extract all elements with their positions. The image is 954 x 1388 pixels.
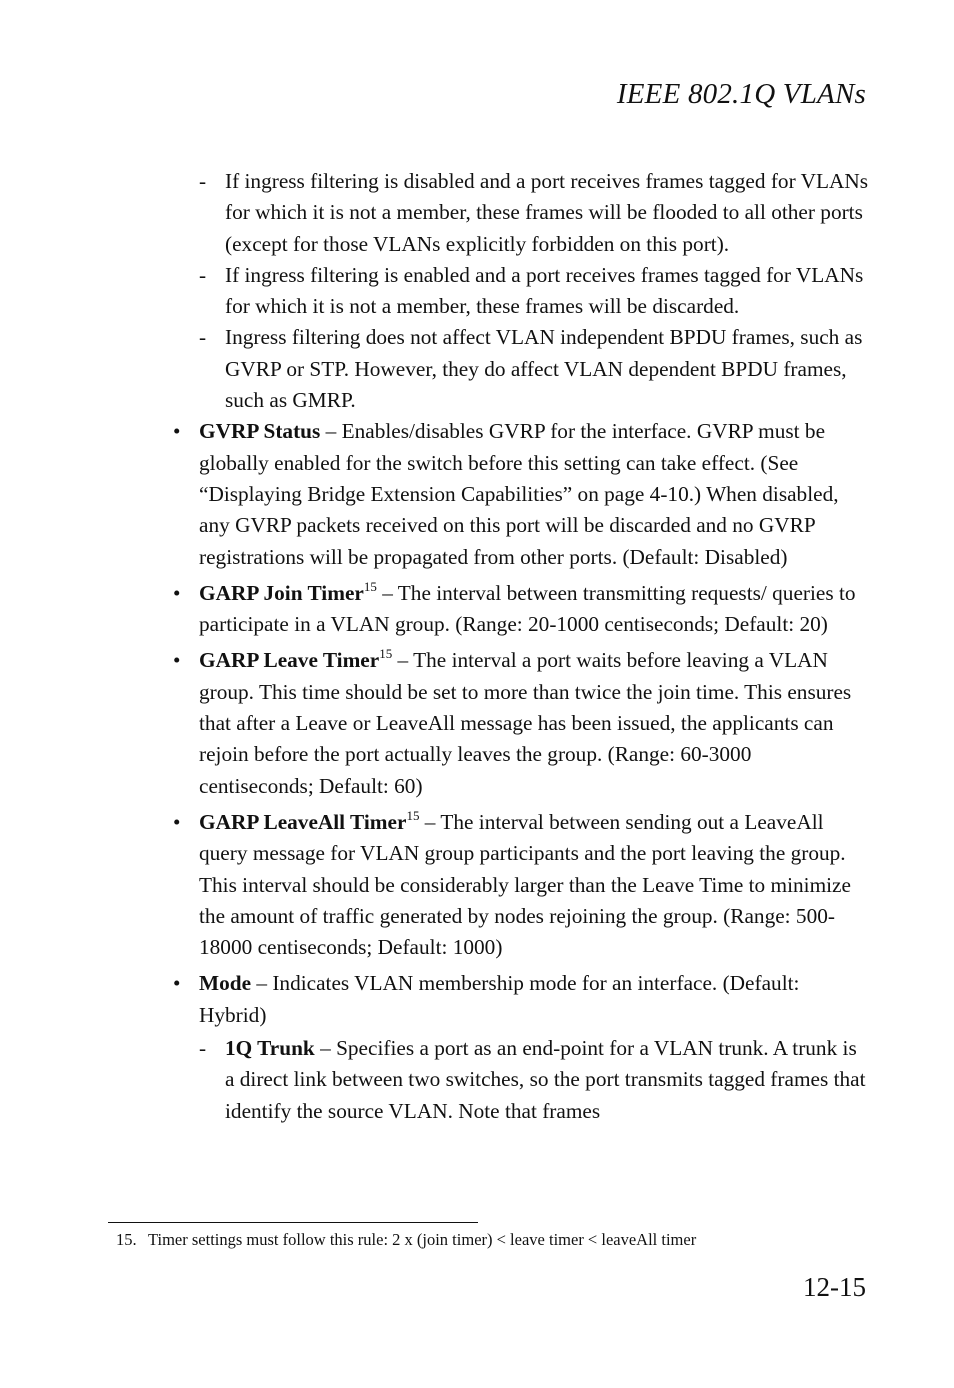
bullet-item-garp-leave-timer	[173, 645, 869, 801]
footnote-ref: 15	[406, 807, 420, 823]
footnote-divider	[108, 1222, 478, 1223]
term-garp-leaveall-timer: GARP LeaveAll Timer	[199, 809, 407, 834]
term-gvrp-status: GVRP Status	[199, 419, 321, 444]
dash-marker: -	[199, 262, 207, 287]
body-content	[0, 166, 954, 1127]
bullet-marker: •	[173, 809, 181, 834]
item-text: Ingress filtering does not affect VLAN independent BPDU frames, such as GVRP or STP. However, they do affect VLAN dependent BPDU frames, such as GMRP.	[225, 325, 863, 413]
term-garp-leave-timer: GARP Leave Timer	[199, 648, 380, 673]
list-item-ingress-enabled	[199, 260, 870, 323]
bullet-item-gvrp-status	[173, 416, 869, 572]
bullet-marker: •	[173, 971, 181, 996]
dash-marker: -	[199, 325, 207, 350]
bullet-marker: •	[173, 648, 181, 673]
desc-garp-leaveall-timer: – The interval between sending out a LeaveAll query message for VLAN group participants and the port leaving the group. This interval should be considerably larger than the Leave Time to minimize the amount of traffic generated by nodes rejoining the group. (Range: 500-18000 centiseconds; Default: 1000)	[199, 809, 851, 960]
bullet-item-garp-leaveall-timer	[173, 807, 869, 963]
footnote	[116, 1229, 696, 1251]
dash-marker: -	[199, 1036, 207, 1061]
bullet-marker: •	[173, 580, 181, 605]
list-item-ingress-disabled	[199, 166, 870, 260]
desc-gvrp-status: – Enables/disables GVRP for the interface. GVRP must be globally enabled for the switch before this setting can take effect. (See “Displaying Bridge Extension Capabilities” on page 4-10.) When disabled, any GVRP packets received on this port will be discarded and no GVRP registrations will be propagated from other ports. (Default: Disabled)	[199, 419, 839, 569]
footnote-ref: 15	[363, 578, 377, 594]
footnote-ref: 15	[379, 646, 393, 662]
desc-mode: – Indicates VLAN membership mode for an interface. (Default: Hybrid)	[199, 971, 800, 1027]
desc-1q-trunk: – Specifies a port as an end-point for a VLAN trunk. A trunk is a direct link between two switches, so the port transmits tagged frames that identify the source VLAN. Note that frames	[225, 1036, 866, 1123]
item-text: If ingress filtering is disabled and a port receives frames tagged for VLANs for which it is not a member, these frames will be flooded to all other ports (except for those VLANs explicitly forbidden on this port).	[225, 169, 869, 256]
bullet-item-garp-join-timer	[173, 578, 869, 641]
running-header: IEEE 802.1Q VLANs	[616, 78, 866, 110]
term-1q-trunk: 1Q Trunk	[225, 1036, 315, 1061]
term-mode: Mode	[199, 971, 252, 996]
desc-garp-leave-timer: – The interval a port waits before leaving a VLAN group. This time should be set to more than twice the join time. This ensures that after a Leave or LeaveAll message has been issued, the applicants can rejoin before the port actually leaves the group. (Range: 60-3000 centiseconds; Default: 60)	[199, 648, 852, 798]
footnote-text: Timer settings must follow this rule: 2 x (join timer) < leave timer < leaveAll timer	[148, 1230, 697, 1249]
desc-garp-join-timer: – The interval between transmitting requests/ queries to participate in a VLAN group. (Range: 20-1000 centiseconds; Default: 20)	[199, 580, 856, 637]
footnote-number: 15.	[116, 1230, 137, 1249]
dash-marker: -	[199, 169, 207, 193]
bullet-marker: •	[173, 419, 181, 444]
list-item-ingress-bpdu	[199, 322, 870, 416]
list-item-1q-trunk	[199, 1033, 870, 1127]
term-garp-join-timer: GARP Join Timer	[199, 580, 364, 605]
bullet-item-mode	[173, 968, 869, 1031]
page-number: 12-15	[803, 1272, 866, 1302]
item-text: If ingress filtering is enabled and a port receives frames tagged for VLANs for which it is not a member, these frames will be discarded.	[225, 262, 864, 319]
